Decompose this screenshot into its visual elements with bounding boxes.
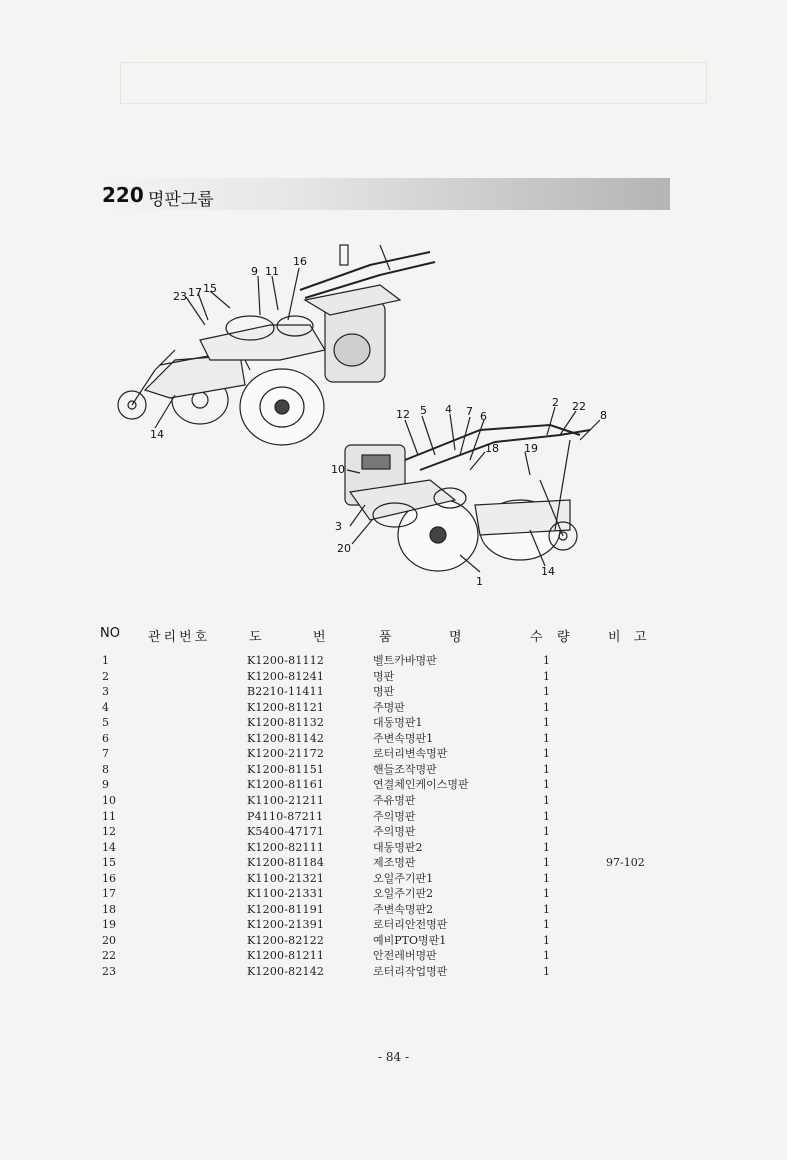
row-drawing-number: K1200-82142: [247, 965, 325, 978]
row-drawing-number: K1200-81121: [247, 700, 325, 714]
row-part-name: 명판: [373, 669, 395, 683]
header-drawing-a: 도: [249, 630, 262, 645]
row-no: 2: [102, 669, 109, 683]
row-part-name: 오일주기판1: [373, 871, 434, 885]
callout-18: 18: [485, 442, 499, 455]
row-quantity: 1: [543, 949, 550, 963]
row-drawing-number: K1200-21172: [247, 747, 325, 761]
row-part-name: 안전레버명판: [373, 949, 437, 963]
table-row: [0, 933, 787, 948]
row-part-name: 벨트카바명판: [373, 654, 437, 667]
row-quantity: 1: [543, 654, 550, 667]
row-no: 19: [102, 918, 116, 932]
page-number: - 84 -: [377, 1050, 409, 1064]
table-row: [0, 669, 787, 684]
table-row: [0, 917, 787, 932]
callout-8: 8: [600, 409, 607, 422]
row-no: 12: [102, 825, 116, 839]
header-qty-a: 수: [530, 630, 543, 645]
row-drawing-number: K1200-81161: [247, 778, 325, 792]
table-row: [0, 840, 787, 855]
row-no: 1: [102, 654, 109, 667]
row-drawing-number: K1100-21331: [247, 887, 325, 901]
table-row: [0, 731, 787, 746]
table-row: [0, 886, 787, 901]
row-drawing-number: K1200-81211: [247, 949, 325, 963]
row-part-name: 연결체인케이스명판: [373, 778, 469, 792]
row-quantity: 1: [543, 809, 550, 823]
callout-17: 17: [188, 286, 202, 299]
table-row: [0, 824, 787, 839]
row-part-name: 주변속명판1: [373, 731, 434, 745]
row-part-name: 주명판: [373, 700, 405, 714]
row-no: 8: [102, 762, 109, 776]
row-no: 17: [102, 887, 116, 901]
callout-20: 20: [337, 542, 351, 555]
row-quantity: 1: [543, 669, 550, 683]
row-drawing-number: K1200-82122: [247, 933, 325, 947]
row-quantity: 1: [543, 685, 550, 699]
row-drawing-number: K1200-81151: [247, 762, 325, 776]
table-row: [0, 653, 787, 668]
table-row: [0, 746, 787, 761]
header-no: NO: [100, 626, 120, 641]
section-title: 명판그룹: [148, 190, 214, 210]
row-part-name: 로터리변속명판: [373, 747, 448, 761]
callout-12: 12: [396, 408, 410, 421]
row-quantity: 1: [543, 762, 550, 776]
table-row: [0, 871, 787, 886]
row-part-name: 주의명판: [373, 809, 416, 823]
row-no: 11: [102, 809, 116, 823]
row-no: 10: [102, 793, 116, 807]
callout-6: 6: [480, 410, 487, 423]
row-part-name: 로터리안전명판: [373, 918, 448, 932]
row-part-name: 핸들조작명판: [373, 762, 437, 776]
row-part-name: 로터리작업명판: [373, 965, 448, 978]
row-quantity: 1: [543, 840, 550, 854]
table-row: [0, 777, 787, 792]
header-note-b: 고: [634, 630, 647, 645]
row-note: 97-102: [606, 856, 645, 870]
row-drawing-number: P4110-87211: [247, 809, 324, 823]
table-row: [0, 762, 787, 777]
header-drawing-b: 번: [313, 630, 326, 645]
callout-22: 22: [572, 400, 586, 413]
header-name-b: 명: [449, 630, 462, 645]
callout-16: 16: [293, 255, 307, 268]
bleed-through-grid: [120, 62, 707, 104]
row-drawing-number: K1200-81132: [247, 716, 325, 730]
header-qty-b: 량: [557, 630, 570, 645]
row-no: 4: [102, 700, 109, 714]
row-no: 7: [102, 747, 109, 761]
row-no: 3: [102, 685, 109, 699]
callout-15: 15: [203, 282, 217, 295]
row-drawing-number: K1200-82111: [247, 840, 325, 854]
row-quantity: 1: [543, 778, 550, 792]
row-quantity: 1: [543, 716, 550, 730]
row-drawing-number: K1200-81142: [247, 731, 325, 745]
header-note-a: 비: [608, 630, 621, 645]
parts-table-header: [0, 626, 787, 648]
row-part-name: 제조명판: [373, 856, 416, 870]
table-row: [0, 684, 787, 699]
row-part-name: 주유명판: [373, 793, 416, 807]
callout-7: 7: [466, 405, 473, 418]
row-no: 16: [102, 871, 116, 885]
row-drawing-number: K1200-81191: [247, 902, 325, 916]
row-no: 18: [102, 902, 116, 916]
row-quantity: 1: [543, 731, 550, 745]
callout-4: 4: [445, 403, 452, 416]
row-part-name: 주변속명판2: [373, 902, 434, 916]
row-quantity: 1: [543, 918, 550, 932]
row-no: 5: [102, 716, 109, 730]
callout-23: 23: [173, 290, 187, 303]
row-quantity: 1: [543, 902, 550, 916]
table-row: [0, 964, 787, 979]
row-quantity: 1: [543, 700, 550, 714]
callout-1: 1: [476, 575, 483, 588]
header-mgmt-number: 관리번호: [148, 630, 211, 645]
row-quantity: 1: [543, 933, 550, 947]
row-quantity: 1: [543, 856, 550, 870]
header-name-a: 품: [379, 630, 392, 645]
row-part-name: 예비PTO명판1: [373, 933, 447, 947]
row-drawing-number: K1200-21391: [247, 918, 325, 932]
callout-11: 11: [265, 265, 279, 278]
table-row: [0, 902, 787, 917]
row-drawing-number: B2210-11411: [247, 685, 324, 699]
row-no: 14: [102, 840, 116, 854]
row-drawing-number: K1200-81184: [247, 856, 325, 870]
table-row: [0, 715, 787, 730]
callout-19: 19: [524, 442, 538, 455]
callout-2: 2: [552, 396, 559, 409]
row-part-name: 대동명판2: [373, 840, 423, 854]
callout-10: 10: [331, 463, 345, 476]
row-no: 22: [102, 949, 116, 963]
row-no: 9: [102, 778, 109, 792]
row-drawing-number: K1100-21211: [247, 793, 325, 807]
row-no: 23: [102, 965, 116, 978]
callout-5: 5: [420, 404, 427, 417]
row-drawing-number: K1100-21321: [247, 871, 325, 885]
row-part-name: 주의명판: [373, 825, 416, 839]
row-quantity: 1: [543, 887, 550, 901]
table-row: [0, 700, 787, 715]
callout-14b: 14: [541, 565, 555, 578]
row-no: 6: [102, 731, 109, 745]
tiller-illustration: [100, 230, 680, 600]
table-row: [0, 809, 787, 824]
row-drawing-number: K5400-47171: [247, 825, 325, 839]
callout-9: 9: [251, 265, 258, 278]
table-row: [0, 793, 787, 808]
row-drawing-number: K1200-81241: [247, 669, 325, 683]
row-quantity: 1: [543, 825, 550, 839]
row-quantity: 1: [543, 965, 550, 978]
row-part-name: 오일주기판2: [373, 887, 434, 901]
row-drawing-number: K1200-81112: [247, 654, 325, 667]
section-number: 220: [102, 183, 144, 207]
row-part-name: 대동명판1: [373, 716, 423, 730]
table-row: [0, 948, 787, 963]
tiller-right-view: [345, 407, 600, 572]
table-row: [0, 855, 787, 870]
row-no: 20: [102, 933, 116, 947]
row-quantity: 1: [543, 747, 550, 761]
callout-14a: 14: [150, 428, 164, 441]
row-quantity: 1: [543, 871, 550, 885]
parts-diagram: [100, 230, 680, 600]
row-no: 15: [102, 856, 116, 870]
row-quantity: 1: [543, 793, 550, 807]
callout-3: 3: [335, 520, 342, 533]
row-part-name: 명판: [373, 685, 395, 699]
